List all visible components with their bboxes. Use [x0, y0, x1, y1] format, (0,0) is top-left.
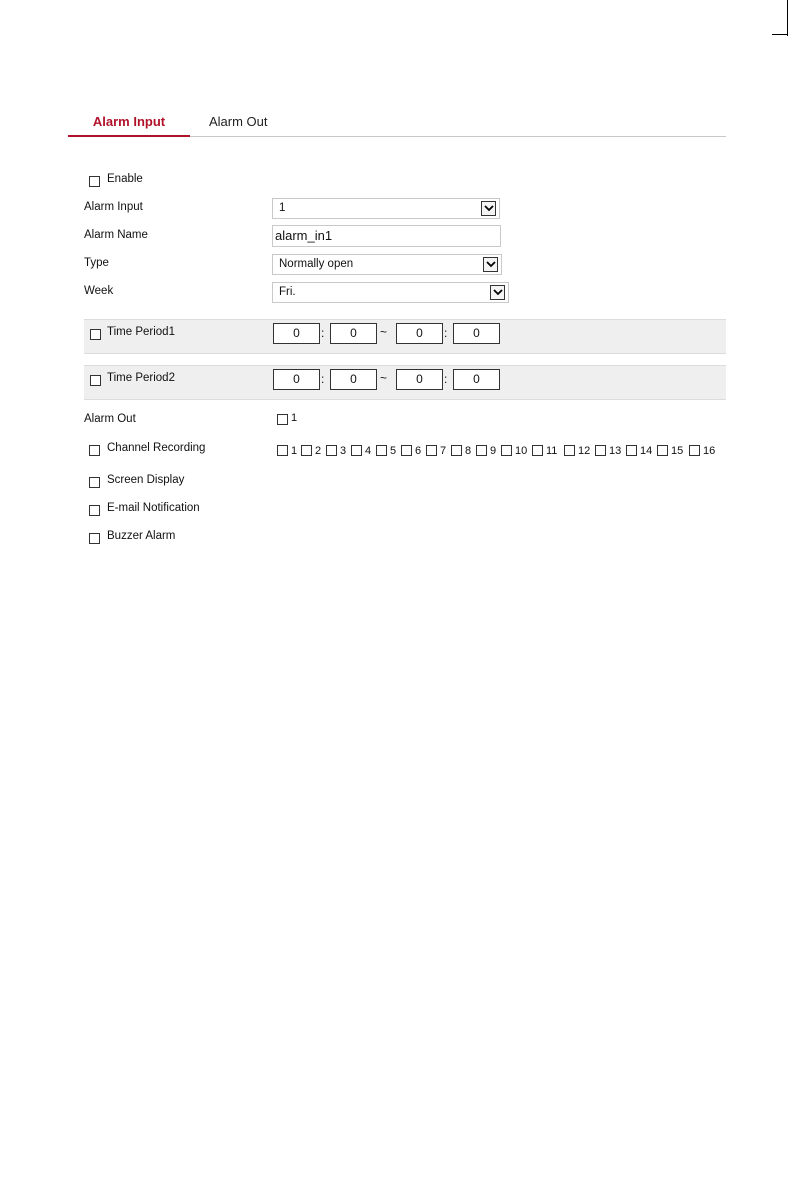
time-period2-checkbox[interactable] — [90, 375, 101, 386]
chevron-down-icon[interactable] — [481, 201, 496, 216]
alarm-input-select[interactable] — [272, 198, 500, 219]
channel-option[interactable] — [426, 443, 446, 455]
channel-checkbox[interactable] — [532, 445, 543, 456]
time-period1-label: Time Period1 — [107, 326, 175, 338]
channel-checkbox[interactable] — [657, 445, 668, 456]
channel-number: 9 — [490, 444, 497, 457]
channel-option[interactable] — [376, 443, 396, 455]
channel-option[interactable] — [326, 443, 346, 455]
channel-number: 8 — [465, 444, 472, 457]
time-period1-end-minute[interactable]: 0 — [453, 323, 500, 344]
alarm-name-input[interactable]: alarm_in1 — [272, 225, 501, 247]
channel-checkbox[interactable] — [426, 445, 437, 456]
channel-option[interactable] — [501, 443, 527, 455]
channel-number: 15 — [671, 444, 684, 457]
channel-number: 4 — [365, 444, 372, 457]
channel-option[interactable] — [689, 443, 715, 455]
week-label: Week — [84, 285, 114, 297]
channel-checkbox[interactable] — [351, 445, 362, 456]
channel-number: 10 — [515, 444, 528, 457]
buzzer-alarm-label: Buzzer Alarm — [107, 530, 176, 542]
time-period1-end-hour[interactable]: 0 — [396, 323, 443, 344]
type-label: Type — [84, 257, 109, 269]
alarm-out-checkbox[interactable] — [277, 414, 288, 425]
channel-checkbox[interactable] — [564, 445, 575, 456]
tab-alarm-input[interactable]: Alarm Input — [68, 112, 190, 137]
channel-number: 2 — [315, 444, 322, 457]
email-notification-checkbox[interactable] — [89, 505, 100, 516]
channel-checkbox[interactable] — [326, 445, 337, 456]
email-notification-label: E-mail Notification — [107, 502, 200, 514]
week-value: Fri. — [279, 286, 296, 298]
enable-label: Enable — [107, 173, 143, 185]
channel-checkbox[interactable] — [401, 445, 412, 456]
colon-separator: : — [321, 372, 325, 386]
alarm-out-label: Alarm Out — [84, 413, 136, 425]
channel-recording-checkbox[interactable] — [89, 445, 100, 456]
tab-bar — [68, 112, 726, 137]
channel-option[interactable] — [476, 443, 496, 455]
page-crop-mark-horizontal — [772, 34, 788, 35]
channel-option[interactable] — [351, 443, 371, 455]
channel-number: 16 — [703, 444, 716, 457]
channel-option[interactable] — [564, 443, 590, 455]
type-select[interactable] — [272, 254, 502, 275]
channel-checkbox[interactable] — [595, 445, 606, 456]
colon-separator: : — [321, 326, 325, 340]
time-period2-start-minute[interactable]: 0 — [330, 369, 377, 390]
time-period2-end-hour[interactable]: 0 — [396, 369, 443, 390]
channel-checkbox[interactable] — [376, 445, 387, 456]
alarm-name-label: Alarm Name — [84, 229, 148, 241]
channel-option[interactable] — [626, 443, 652, 455]
channel-option[interactable] — [532, 443, 557, 455]
time-period2-label: Time Period2 — [107, 372, 175, 384]
channel-option[interactable] — [301, 443, 321, 455]
channel-checkbox[interactable] — [476, 445, 487, 456]
channel-checkbox[interactable] — [626, 445, 637, 456]
channel-checkbox[interactable] — [501, 445, 512, 456]
colon-separator: : — [444, 372, 448, 386]
channel-checkbox[interactable] — [301, 445, 312, 456]
tilde-separator: ~ — [380, 371, 388, 385]
alarm-out-option-label: 1 — [291, 412, 298, 424]
time-period2-start-hour[interactable]: 0 — [273, 369, 320, 390]
channel-option[interactable] — [657, 443, 683, 455]
time-period1-start-minute[interactable]: 0 — [330, 323, 377, 344]
channel-number: 7 — [440, 444, 447, 457]
time-period1-start-hour[interactable]: 0 — [273, 323, 320, 344]
channel-number: 11 — [546, 444, 558, 457]
page-crop-mark — [787, 0, 788, 36]
channel-number: 3 — [340, 444, 347, 457]
week-select[interactable] — [272, 282, 509, 303]
chevron-down-icon[interactable] — [490, 285, 505, 300]
time-period2-end-minute[interactable]: 0 — [453, 369, 500, 390]
channel-number: 1 — [291, 444, 298, 457]
channel-option[interactable] — [451, 443, 471, 455]
channel-checkbox[interactable] — [689, 445, 700, 456]
channel-option[interactable] — [595, 443, 621, 455]
alarm-input-label: Alarm Input — [84, 201, 143, 213]
channel-number: 14 — [640, 444, 653, 457]
channel-option[interactable] — [401, 443, 421, 455]
channel-option[interactable] — [277, 443, 297, 455]
channel-checkbox[interactable] — [277, 445, 288, 456]
tab-alarm-out[interactable]: Alarm Out — [209, 114, 268, 129]
enable-checkbox[interactable] — [89, 176, 100, 187]
colon-separator: : — [444, 326, 448, 340]
channel-number: 5 — [390, 444, 397, 457]
screen-display-label: Screen Display — [107, 474, 185, 486]
channel-number: 12 — [578, 444, 591, 457]
channel-recording-label: Channel Recording — [107, 442, 206, 454]
screen-display-checkbox[interactable] — [89, 477, 100, 488]
buzzer-alarm-checkbox[interactable] — [89, 533, 100, 544]
time-period1-checkbox[interactable] — [90, 329, 101, 340]
tilde-separator: ~ — [380, 325, 388, 339]
channel-checkbox[interactable] — [451, 445, 462, 456]
alarm-input-value: 1 — [279, 202, 286, 214]
type-value: Normally open — [279, 258, 354, 270]
channel-number: 13 — [609, 444, 622, 457]
channel-number: 6 — [415, 444, 422, 457]
chevron-down-icon[interactable] — [483, 257, 498, 272]
